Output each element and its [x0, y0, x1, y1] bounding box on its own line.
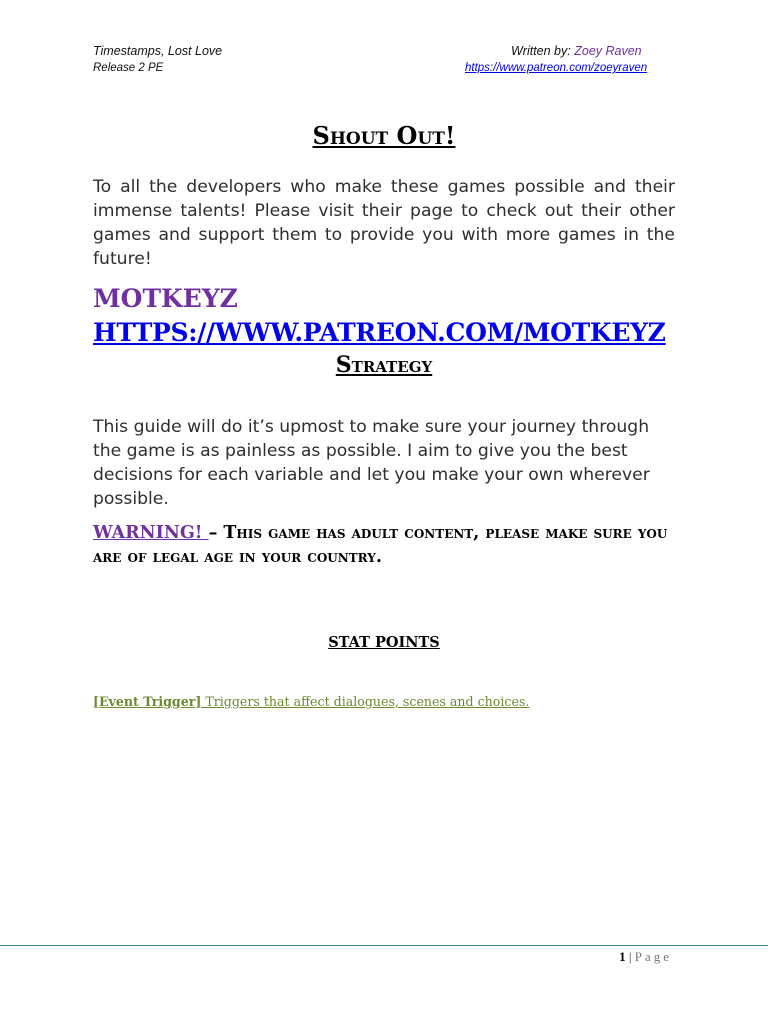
event-trigger-legend [93, 694, 529, 709]
warning-text: – This game has adult content, please make sure you are of legal age in your country. [93, 523, 668, 567]
event-trigger-label: [Event Trigger] [93, 694, 202, 709]
developer-patreon-link[interactable]: HTTPS://WWW.PATREON.COM/MOTKEYZ [93, 318, 666, 347]
page-number: 1 [619, 949, 626, 964]
strategy-paragraph: This guide will do it’s upmost to make sure your journey through the game is as painless as possible. I aim to give you the best decisions for each variable and let you make your own wherever possible. [93, 417, 650, 509]
header-author [511, 44, 642, 58]
header-release: Release 2 PE [93, 62, 164, 74]
adult-content-warning [93, 521, 678, 569]
written-by-label: Written by: [511, 44, 571, 58]
warning-label: WARNING! [93, 523, 209, 543]
event-trigger-text: Triggers that affect dialogues, scenes and choices. [201, 694, 530, 709]
footer-divider [0, 945, 768, 946]
stat-points-heading: STAT POINTS [328, 634, 440, 651]
author-patreon-link[interactable]: https://www.patreon.com/zoeyraven [465, 62, 648, 74]
page-separator: | [625, 949, 635, 964]
strategy-heading: Strategy [335, 352, 433, 378]
shout-out-heading: Shout Out! [312, 121, 456, 150]
page-number-footer [619, 949, 672, 965]
shout-out-paragraph: To all the developers who make these games possible and their immense talents! Please visit their page to check out their other games and support them to provide you with more games in the future! [93, 177, 675, 269]
author-name: Zoey Raven [574, 44, 642, 58]
page-word: Page [634, 949, 672, 964]
developer-name: MOTKEYZ [93, 284, 238, 313]
header-document-title: Timestamps, Lost Love [93, 44, 223, 58]
